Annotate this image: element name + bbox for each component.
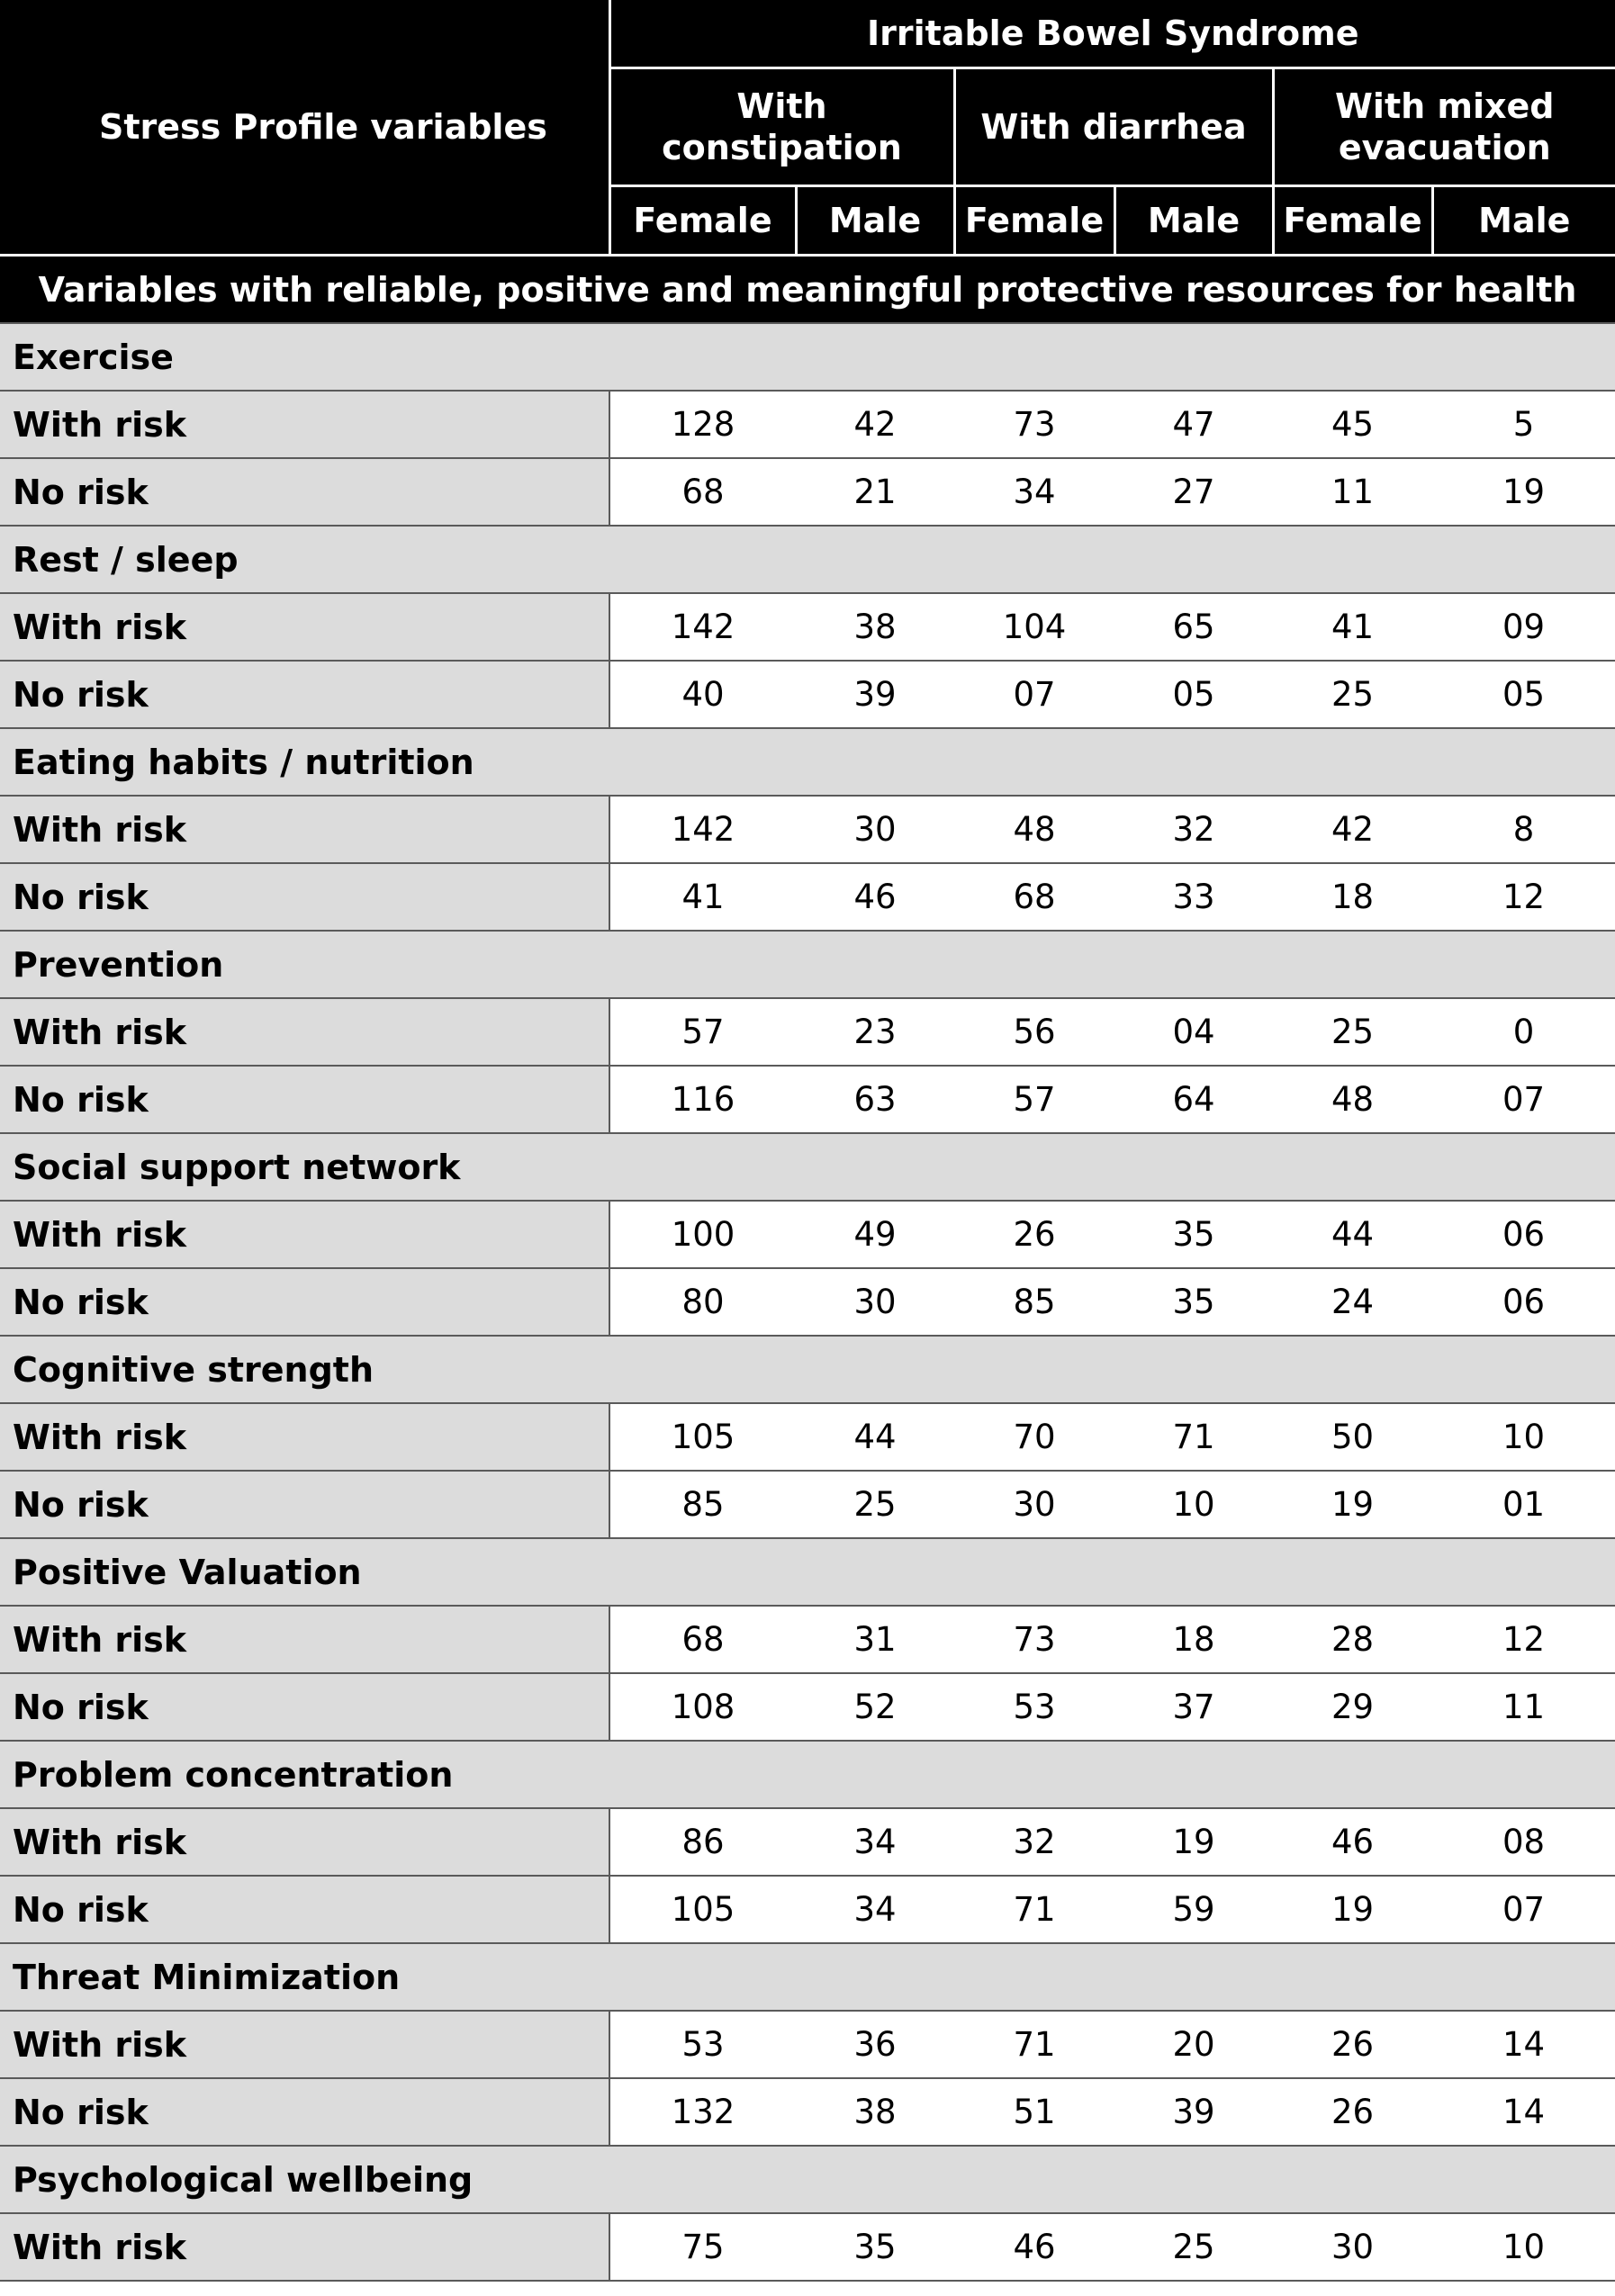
- row-label: With risk: [0, 1403, 609, 1471]
- table-cell: 27: [1114, 458, 1273, 526]
- table-cell: 105: [609, 1876, 796, 1943]
- row-label: No risk: [0, 1066, 609, 1133]
- table-cell: 31: [796, 1606, 954, 1673]
- table-cell: 24: [1273, 1268, 1432, 1336]
- table-cell: 19: [1432, 458, 1615, 526]
- table-cell: 46: [1273, 1808, 1432, 1876]
- table-cell: 34: [796, 1808, 954, 1876]
- table-cell: 10: [1432, 2213, 1615, 2281]
- row-label: No risk: [0, 1673, 609, 1741]
- table-cell: 48: [954, 796, 1114, 863]
- table-row: [0, 391, 1615, 458]
- table-cell: 116: [609, 1066, 796, 1133]
- table-cell: 142: [609, 593, 796, 661]
- table-row: [0, 1471, 1615, 1538]
- table-cell: 08: [1432, 1808, 1615, 1876]
- table-cell: 53: [954, 1673, 1114, 1741]
- table-cell: 128: [609, 391, 796, 458]
- table-title: Irritable Bowel Syndrome: [609, 0, 1615, 68]
- table-cell: 68: [954, 863, 1114, 931]
- table-cell: 36: [796, 2011, 954, 2078]
- table-cell: 10: [1114, 1471, 1273, 1538]
- table-cell: 41: [1273, 593, 1432, 661]
- table-row: [0, 1066, 1615, 1133]
- table-cell: 52: [796, 1673, 954, 1741]
- variable-group-label: Eating habits / nutrition: [0, 728, 1615, 796]
- table-cell: 56: [954, 998, 1114, 1066]
- table-cell: 28: [1273, 1606, 1432, 1673]
- table-cell: 40: [609, 661, 796, 728]
- table-cell: 30: [796, 796, 954, 863]
- table-cell: 75: [609, 2213, 796, 2281]
- table-cell: 01: [1432, 1471, 1615, 1538]
- table-cell: 12: [1432, 863, 1615, 931]
- table-row: [0, 1606, 1615, 1673]
- table-cell: 44: [796, 1403, 954, 1471]
- table-row: [0, 998, 1615, 1066]
- table-cell: 10: [1432, 1403, 1615, 1471]
- table-cell: 07: [1432, 1876, 1615, 1943]
- table-cell: 39: [1114, 2078, 1273, 2146]
- table-row: [0, 1876, 1615, 1943]
- row-label: With risk: [0, 998, 609, 1066]
- table-cell: 07: [954, 661, 1114, 728]
- table-cell: 64: [1114, 1066, 1273, 1133]
- table-cell: 30: [1273, 2213, 1432, 2281]
- row-label: With risk: [0, 1606, 609, 1673]
- table-cell: 18: [1273, 863, 1432, 931]
- row-label: With risk: [0, 2011, 609, 2078]
- table-cell: 44: [1273, 1201, 1432, 1268]
- variable-group-row: [0, 1943, 1615, 2011]
- table-cell: 49: [796, 1201, 954, 1268]
- table-cell: 41: [609, 863, 796, 931]
- table-cell: 51: [954, 2078, 1114, 2146]
- table-row: [0, 661, 1615, 728]
- table-cell: 5: [1432, 391, 1615, 458]
- row-label: No risk: [0, 458, 609, 526]
- table-body: [0, 256, 1615, 2282]
- table-cell: 45: [1273, 391, 1432, 458]
- table-cell: 59: [1114, 1876, 1273, 1943]
- group-header-mixed: With mixed evacuation: [1273, 68, 1615, 186]
- sex-header: Female: [954, 186, 1114, 256]
- variable-group-label: Social support network: [0, 1133, 1615, 1201]
- sex-header: Female: [1273, 186, 1432, 256]
- table-cell: 50: [1273, 1403, 1432, 1471]
- variable-group-label: Positive Valuation: [0, 1538, 1615, 1606]
- table-cell: 53: [609, 2011, 796, 2078]
- table-cell: 26: [1273, 2078, 1432, 2146]
- variable-group-row: [0, 526, 1615, 593]
- table-cell: 04: [1114, 998, 1273, 1066]
- table-cell: 05: [1114, 661, 1273, 728]
- table-cell: 100: [609, 1201, 796, 1268]
- table-cell: 38: [796, 593, 954, 661]
- table-cell: 142: [609, 796, 796, 863]
- table-cell: 32: [1114, 796, 1273, 863]
- table-cell: 34: [796, 1876, 954, 1943]
- table-cell: 12: [1432, 1606, 1615, 1673]
- table-row: [0, 2078, 1615, 2146]
- table-cell: 14: [1432, 2011, 1615, 2078]
- table-cell: 30: [796, 1268, 954, 1336]
- table-cell: 85: [609, 1471, 796, 1538]
- table-cell: 25: [1273, 661, 1432, 728]
- row-label: With risk: [0, 391, 609, 458]
- corner-header: Stress Profile variables: [0, 0, 609, 256]
- row-label: No risk: [0, 661, 609, 728]
- table-cell: 26: [1273, 2011, 1432, 2078]
- section-title: Variables with reliable, positive and meaningful protective resources for health: [0, 256, 1615, 324]
- table-cell: 34: [954, 458, 1114, 526]
- table-cell: 26: [954, 1201, 1114, 1268]
- table-header: [0, 0, 1615, 256]
- table-cell: 11: [1432, 1673, 1615, 1741]
- row-label: With risk: [0, 1201, 609, 1268]
- variable-group-row: [0, 728, 1615, 796]
- variable-group-row: [0, 1538, 1615, 1606]
- table-cell: 20: [1114, 2011, 1273, 2078]
- table-cell: 86: [609, 1808, 796, 1876]
- variable-group-row: [0, 1133, 1615, 1201]
- table-row: [0, 458, 1615, 526]
- table-cell: 25: [796, 1471, 954, 1538]
- variable-group-row: [0, 323, 1615, 391]
- table-cell: 05: [1432, 661, 1615, 728]
- table-cell: 8: [1432, 796, 1615, 863]
- table-row: [0, 863, 1615, 931]
- table-row: [0, 1268, 1615, 1336]
- row-label: No risk: [0, 1268, 609, 1336]
- group-header-constipation: With constipation: [609, 68, 954, 186]
- row-label: No risk: [0, 1471, 609, 1538]
- table-cell: 63: [796, 1066, 954, 1133]
- row-label: No risk: [0, 863, 609, 931]
- row-label: No risk: [0, 2078, 609, 2146]
- row-label: No risk: [0, 1876, 609, 1943]
- table-cell: 105: [609, 1403, 796, 1471]
- table-row: [0, 2011, 1615, 2078]
- variable-group-label: Psychological wellbeing: [0, 2146, 1615, 2213]
- variable-group-row: [0, 931, 1615, 998]
- table-cell: 35: [1114, 1268, 1273, 1336]
- table-cell: 132: [609, 2078, 796, 2146]
- row-label: With risk: [0, 593, 609, 661]
- table-cell: 46: [954, 2213, 1114, 2281]
- table-cell: 39: [796, 661, 954, 728]
- table-cell: 19: [1114, 1808, 1273, 1876]
- table-cell: 108: [609, 1673, 796, 1741]
- table-cell: 32: [954, 1808, 1114, 1876]
- sex-header: Male: [1432, 186, 1615, 256]
- table-cell: 38: [796, 2078, 954, 2146]
- sex-header: Male: [796, 186, 954, 256]
- table-row: [0, 796, 1615, 863]
- table-cell: 71: [954, 1876, 1114, 1943]
- table-cell: 35: [1114, 1201, 1273, 1268]
- table-cell: 33: [1114, 863, 1273, 931]
- table-cell: 25: [1114, 2213, 1273, 2281]
- row-label: With risk: [0, 2213, 609, 2281]
- table-row: [0, 593, 1615, 661]
- table-cell: 57: [609, 998, 796, 1066]
- variable-group-row: [0, 1336, 1615, 1403]
- table-cell: 85: [954, 1268, 1114, 1336]
- table-cell: 25: [1273, 998, 1432, 1066]
- table-cell: 37: [1114, 1673, 1273, 1741]
- table-cell: 47: [1114, 391, 1273, 458]
- table-cell: 30: [954, 1471, 1114, 1538]
- table-cell: 71: [954, 2011, 1114, 2078]
- table-cell: 18: [1114, 1606, 1273, 1673]
- table-cell: 70: [954, 1403, 1114, 1471]
- table-cell: 19: [1273, 1876, 1432, 1943]
- table-cell: 29: [1273, 1673, 1432, 1741]
- table-row: [0, 1201, 1615, 1268]
- table-cell: 65: [1114, 593, 1273, 661]
- variable-group-row: [0, 2146, 1615, 2213]
- table-cell: 11: [1273, 458, 1432, 526]
- table-cell: 42: [796, 391, 954, 458]
- sex-header: Female: [609, 186, 796, 256]
- table-cell: 35: [796, 2213, 954, 2281]
- table-row: [0, 2213, 1615, 2281]
- row-label: With risk: [0, 1808, 609, 1876]
- table-cell: 14: [1432, 2078, 1615, 2146]
- table-cell: 57: [954, 1066, 1114, 1133]
- table-row: [0, 1673, 1615, 1741]
- table-cell: 80: [609, 1268, 796, 1336]
- table-cell: 0: [1432, 998, 1615, 1066]
- table-cell: 46: [796, 863, 954, 931]
- table-cell: 06: [1432, 1201, 1615, 1268]
- table-cell: 23: [796, 998, 954, 1066]
- table-cell: 21: [796, 458, 954, 526]
- table-cell: 73: [954, 1606, 1114, 1673]
- table-cell: 48: [1273, 1066, 1432, 1133]
- sex-header: Male: [1114, 186, 1273, 256]
- table-cell: 42: [1273, 796, 1432, 863]
- group-header-diarrhea: With diarrhea: [954, 68, 1273, 186]
- table-cell: 06: [1432, 1268, 1615, 1336]
- variable-group-label: Exercise: [0, 323, 1615, 391]
- table-cell: 09: [1432, 593, 1615, 661]
- row-label: With risk: [0, 796, 609, 863]
- variable-group-row: [0, 1741, 1615, 1808]
- table-cell: 73: [954, 391, 1114, 458]
- table-row: [0, 1808, 1615, 1876]
- variable-group-label: Threat Minimization: [0, 1943, 1615, 2011]
- table-cell: 68: [609, 458, 796, 526]
- table-cell: 07: [1432, 1066, 1615, 1133]
- table-cell: 68: [609, 1606, 796, 1673]
- variable-group-label: Problem concentration: [0, 1741, 1615, 1808]
- table-cell: 104: [954, 593, 1114, 661]
- table-cell: 19: [1273, 1471, 1432, 1538]
- table-row: [0, 1403, 1615, 1471]
- variable-group-label: Cognitive strength: [0, 1336, 1615, 1403]
- table-cell: 71: [1114, 1403, 1273, 1471]
- variable-group-label: Prevention: [0, 931, 1615, 998]
- variable-group-label: Rest / sleep: [0, 526, 1615, 593]
